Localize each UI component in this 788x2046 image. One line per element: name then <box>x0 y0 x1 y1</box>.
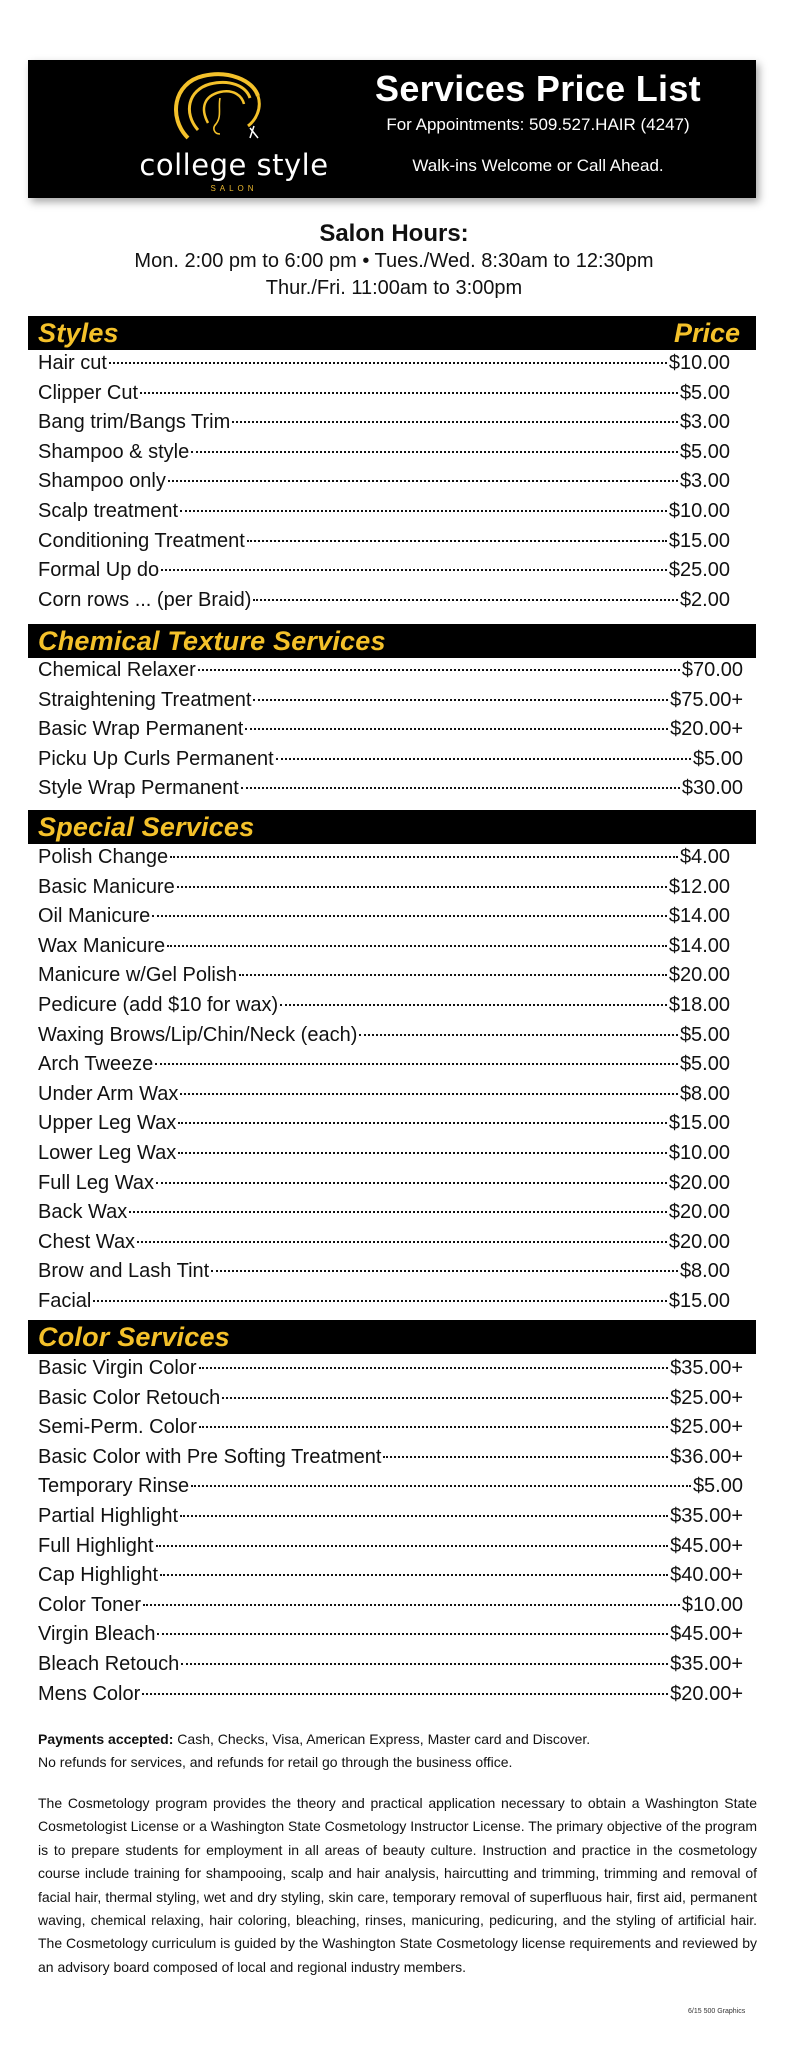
service-name: Lower Leg Wax <box>38 1141 177 1164</box>
service-price: $40.00+ <box>670 1564 743 1587</box>
service-name: Mens Color <box>38 1682 141 1705</box>
service-price: $5.00 <box>692 1475 743 1498</box>
logo-wordmark: college style <box>139 148 329 182</box>
service-name: Pedicure (add $10 for wax) <box>38 993 279 1016</box>
service-price: $45.00+ <box>670 1623 743 1646</box>
service-price: $3.00 <box>679 411 730 434</box>
service-price: $5.00 <box>679 440 730 463</box>
styles-list <box>38 352 730 618</box>
service-name: Color Toner <box>38 1593 142 1616</box>
service-name: Partial Highlight <box>38 1504 179 1527</box>
dot-leader <box>155 1063 678 1065</box>
dot-leader <box>152 915 667 917</box>
service-price: $36.00+ <box>670 1445 743 1468</box>
service-price: $8.00 <box>679 1082 730 1105</box>
service-name: Under Arm Wax <box>38 1082 179 1105</box>
service-price: $25.00 <box>668 559 730 582</box>
dot-leader <box>167 945 667 947</box>
price-row <box>38 777 743 807</box>
price-row <box>38 905 730 935</box>
service-price: $20.00 <box>668 1171 730 1194</box>
price-row <box>38 500 730 530</box>
price-row <box>38 1416 743 1446</box>
section-title: Styles <box>38 318 119 348</box>
dot-leader <box>161 569 667 571</box>
dot-leader <box>191 451 678 453</box>
dot-leader <box>232 421 678 423</box>
service-price: $35.00+ <box>670 1652 743 1675</box>
logo-subtitle: SALON <box>210 184 258 193</box>
service-name: Picku Up Curls Permanent <box>38 747 274 770</box>
dot-leader <box>142 1693 668 1695</box>
section-title: Chemical Texture Services <box>38 626 386 656</box>
special-list <box>38 846 730 1320</box>
service-name: Facial <box>38 1289 92 1312</box>
service-name: Style Wrap Permanent <box>38 777 239 800</box>
service-price: $25.00+ <box>670 1416 743 1439</box>
dot-leader <box>191 1485 691 1487</box>
section-header-styles <box>28 316 756 350</box>
service-price: $20.00 <box>668 1230 730 1253</box>
price-row <box>38 1260 730 1290</box>
dot-leader <box>180 1093 678 1095</box>
hours-line-2: Thur./Fri. 11:00am to 3:00pm <box>265 277 523 299</box>
header-banner <box>28 60 756 198</box>
dot-leader <box>211 1270 678 1272</box>
hours-title: Salon Hours: <box>319 220 469 247</box>
service-name: Hair cut <box>38 352 107 374</box>
price-row <box>38 689 743 719</box>
dot-leader <box>157 1633 668 1635</box>
price-row <box>38 1653 743 1683</box>
service-price: $70.00 <box>681 659 743 681</box>
service-price: $75.00+ <box>670 688 743 711</box>
service-name: Full Leg Wax <box>38 1171 154 1194</box>
price-row <box>38 1083 730 1113</box>
dot-leader <box>180 1515 668 1517</box>
dot-leader <box>253 599 678 601</box>
color-list <box>38 1357 743 1712</box>
price-row <box>38 1172 730 1202</box>
price-row <box>38 1564 743 1594</box>
dot-leader <box>359 1034 678 1036</box>
hours-line-1: Mon. 2:00 pm to 6:00 pm • Tues./Wed. 8:30am to 12:30pm <box>134 250 654 272</box>
price-row <box>38 1201 730 1231</box>
payments-label: Payments accepted: <box>38 1731 174 1747</box>
price-row <box>38 1623 743 1653</box>
price-row <box>38 1053 730 1083</box>
dot-leader <box>156 1545 669 1547</box>
payments-info <box>38 1728 758 1774</box>
price-row <box>38 1357 743 1387</box>
service-name: Basic Virgin Color <box>38 1357 197 1379</box>
price-row <box>38 382 730 412</box>
section-header-chemical <box>28 624 756 658</box>
appointments-phone: For Appointments: 509.527.HAIR (4247) <box>386 115 690 134</box>
price-row <box>38 1142 730 1172</box>
section-title: Special Services <box>38 812 255 842</box>
dot-leader <box>180 510 667 512</box>
price-row <box>38 352 730 382</box>
service-name: Shampoo & style <box>38 440 190 463</box>
price-row <box>38 1594 743 1624</box>
service-name: Formal Up do <box>38 559 160 582</box>
service-price: $5.00 <box>679 1023 730 1046</box>
service-price: $8.00 <box>679 1260 730 1283</box>
price-row <box>38 1683 743 1713</box>
service-name: Waxing Brows/Lip/Chin/Neck (each) <box>38 1023 358 1046</box>
service-price: $25.00+ <box>670 1386 743 1409</box>
dot-leader <box>383 1456 668 1458</box>
service-name: Temporary Rinse <box>38 1475 190 1498</box>
service-name: Semi-Perm. Color <box>38 1416 197 1439</box>
dot-leader <box>178 1122 667 1124</box>
price-row <box>38 659 743 689</box>
print-credit: 6/15 500 Graphics <box>688 2008 746 2015</box>
service-name: Polish Change <box>38 846 169 868</box>
service-name: Manicure w/Gel Polish <box>38 964 237 987</box>
price-column-label: Price <box>673 318 740 348</box>
service-name: Cap Highlight <box>38 1564 159 1587</box>
price-row <box>38 1112 730 1142</box>
dot-leader <box>239 974 667 976</box>
dot-leader <box>156 1182 667 1184</box>
service-name: Oil Manicure <box>38 905 151 928</box>
dot-leader <box>170 856 678 858</box>
service-price: $45.00+ <box>670 1534 743 1557</box>
service-price: $5.00 <box>679 381 730 404</box>
price-row <box>38 470 730 500</box>
dot-leader <box>93 1300 666 1302</box>
service-name: Back Wax <box>38 1201 128 1224</box>
service-name: Upper Leg Wax <box>38 1112 177 1135</box>
service-price: $10.00 <box>668 1141 730 1164</box>
section-header-special <box>28 810 756 844</box>
section-title: Color Services <box>38 1322 230 1352</box>
service-name: Scalp treatment <box>38 499 179 522</box>
service-name: Basic Color Retouch <box>38 1386 221 1409</box>
service-name: Straightening Treatment <box>38 688 252 711</box>
service-price: $3.00 <box>679 470 730 493</box>
price-row <box>38 411 730 441</box>
price-row <box>38 1446 743 1476</box>
dot-leader <box>181 1663 668 1665</box>
dot-leader <box>198 669 680 671</box>
service-price: $18.00 <box>668 993 730 1016</box>
service-name: Brow and Lash Tint <box>38 1260 210 1283</box>
walkins-note: Walk-ins Welcome or Call Ahead. <box>412 156 664 175</box>
dot-leader <box>129 1211 667 1213</box>
page-title: Services Price List <box>375 68 701 109</box>
service-name: Conditioning Treatment <box>38 529 245 552</box>
service-name: Clipper Cut <box>38 381 139 404</box>
service-price: $20.00 <box>668 964 730 987</box>
service-price: $12.00 <box>668 875 730 898</box>
price-row <box>38 530 730 560</box>
service-price: $14.00 <box>668 934 730 957</box>
service-price: $20.00 <box>668 1201 730 1224</box>
service-price: $2.00 <box>679 588 730 611</box>
service-price: $15.00 <box>668 1289 730 1312</box>
service-price: $5.00 <box>692 747 743 770</box>
dot-leader <box>199 1367 669 1369</box>
dot-leader <box>241 787 680 789</box>
service-name: Chemical Relaxer <box>38 659 196 681</box>
service-price: $4.00 <box>679 846 730 868</box>
payment-methods: Cash, Checks, Visa, American Express, Master card and Discover. <box>173 1731 591 1747</box>
price-row <box>38 876 730 906</box>
section-header-color <box>28 1320 756 1354</box>
price-row <box>38 964 730 994</box>
program-description: The Cosmetology program provides the theory and practical application necessary to obtain a Washington State Cosmetologist License or a Washington State Cosmetology Instructor License. The primary objective of the program is to prepare students for employment in all areas of beauty culture. Instruction and practice in the cosmetology course include training for shampooing, scalp and hair analysis, haircutting and trimming, trimming and removal of facial hair, thermal styling, wet and dry styling, skin care, temporary removal of superfluous hair, first aid, permanent waving, chemical relaxing, hair coloring, bleaching, rinses, manicuring, pedicuring, and the styling of artificial hair. The Cosmetology curriculum is guided by the Washington State Cosmetology license requirements and reviewed by an advisory board composed of local and regional industry members. <box>38 1795 758 1975</box>
dot-leader <box>222 1397 668 1399</box>
service-price: $20.00+ <box>670 1682 743 1705</box>
salon-logo <box>88 66 348 193</box>
service-price: $10.00 <box>668 499 730 522</box>
service-price: $35.00+ <box>670 1504 743 1527</box>
service-name: Virgin Bleach <box>38 1623 156 1646</box>
hair-silhouette-icon <box>158 68 278 148</box>
service-price: $35.00+ <box>670 1357 743 1379</box>
price-row <box>38 718 743 748</box>
chemical-list <box>38 659 743 807</box>
service-name: Bang trim/Bangs Trim <box>38 411 231 434</box>
service-name: Corn rows ... (per Braid) <box>38 588 252 611</box>
price-row <box>38 1024 730 1054</box>
refund-policy: No refunds for services, and refunds for retail go through the business office. <box>38 1754 513 1770</box>
price-row <box>38 1290 730 1320</box>
price-row <box>38 846 730 876</box>
price-row <box>38 1505 743 1535</box>
service-name: Basic Manicure <box>38 875 175 898</box>
service-name: Chest Wax <box>38 1230 136 1253</box>
dot-leader <box>177 886 667 888</box>
dot-leader <box>247 540 667 542</box>
dot-leader <box>178 1152 667 1154</box>
price-row <box>38 994 730 1024</box>
price-row <box>38 559 730 589</box>
dot-leader <box>199 1426 668 1428</box>
service-price: $10.00 <box>681 1593 743 1616</box>
dot-leader <box>253 699 668 701</box>
price-row <box>38 441 730 471</box>
dot-leader <box>160 1574 668 1576</box>
service-name: Shampoo only <box>38 470 166 493</box>
dot-leader <box>280 1004 667 1006</box>
service-name: Basic Color with Pre Softing Treatment <box>38 1445 382 1468</box>
dot-leader <box>143 1604 680 1606</box>
service-price: $5.00 <box>679 1053 730 1076</box>
service-name: Basic Wrap Permanent <box>38 718 244 741</box>
service-price: $15.00 <box>668 1112 730 1135</box>
dot-leader <box>168 480 678 482</box>
service-name: Arch Tweeze <box>38 1053 154 1076</box>
price-row <box>38 1475 743 1505</box>
dot-leader <box>137 1241 667 1243</box>
service-name: Wax Manicure <box>38 934 166 957</box>
service-price: $10.00 <box>668 352 730 374</box>
price-row <box>38 589 730 619</box>
price-row <box>38 748 743 778</box>
dot-leader <box>109 362 667 364</box>
service-price: $14.00 <box>668 905 730 928</box>
price-row <box>38 1535 743 1565</box>
service-name: Full Highlight <box>38 1534 154 1557</box>
dot-leader <box>245 728 668 730</box>
service-price: $30.00 <box>681 777 743 800</box>
service-price: $20.00+ <box>670 718 743 741</box>
salon-hours <box>0 220 788 302</box>
dot-leader <box>276 758 691 760</box>
price-row <box>38 1387 743 1417</box>
dot-leader <box>140 392 678 394</box>
service-name: Bleach Retouch <box>38 1652 180 1675</box>
price-row <box>38 1231 730 1261</box>
price-row <box>38 935 730 965</box>
service-price: $15.00 <box>668 529 730 552</box>
